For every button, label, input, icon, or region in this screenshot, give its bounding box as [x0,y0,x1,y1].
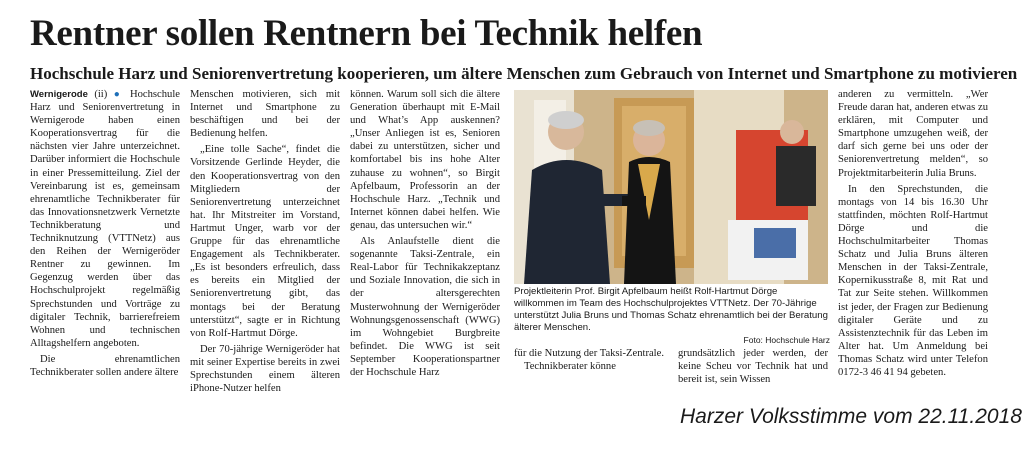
photo-caption [514,286,830,346]
paragraph: Technikberater könne [524,361,616,373]
paragraph: grundsätzlich jeder werden, der keine Scheu vor Technik hat und bereit ist, sein Wissen [678,348,828,386]
paragraph: „Eine tolle Sache“, findet die Vorsitzende Gerlinde Heyder, die den Kooperationsvertrag von den Mitgliedern der Seniorenvertretung unterzeichnet hat. Ihr Mitstreiter im Vorstand, Hartmut Unger, warb vor der Gruppe für das ehrenamtliche Engagement als Technikberater. „Es ist besonders erfreulich, dass es bereits ein Mitglied der Seniorenvertretung gibt, das montags bei der Beratung unterstützt“, sagte er in Richtung von Rolf-Hartmut Dörge. [190,144,340,339]
article-column-4 [514,347,664,373]
paragraph: anderen zu vermitteln. „Wer Freude daran hat, anderen etwas zu erklären, mit Computer und Smartphone umzugehen weiß, der darf sich gerne bei uns oder der Seniorenvertretung melden“, so Projektmitarbeiterin Julia Bruns. [838,89,988,179]
paragraph: können. Warum soll sich die ältere Generation überhaupt mit E-Mail und What’s App auskennen? „Unser Anliegen ist es, Senioren dabei zu unterstützen, sicher und komfortabel bis ins hohe Alter zuhause zu wohnen“, so Birgit Apfelbaum, Professorin an der Hochschule Harz. „Technik und Internet können dabei helfen. Wie genau, das untersuchen wir.“ [350,89,500,231]
paragraph: Als Anlaufstelle dient die sogenannte Taksi-Zentrale, ein Real-Labor für Technikakzeptanz und Soziale Innovation, die sich in der altersgerechten Musterwohnung der Wernigeröder Wohnungsgenossenschaft (WWG) im Wohngebiet Burgbreite befindet. Die WWG ist seit September Kooperationspartner der Hochschule Harz [350,236,500,378]
article-photo [514,90,828,284]
article-column-3 [350,88,500,378]
photo-credit: Foto: Hochschule Harz [743,335,830,345]
article-column-6 [838,88,988,398]
paragraph [30,88,180,350]
subheadline: Hochschule Harz und Seniorenvertretung kooperieren, um ältere Menschen zum Gebrauch von Internet und Smartphone zu motivieren [30,64,1018,83]
paragraph: In den Sprechstunden, die montags von 14 bis 16.30 Uhr stattfinden, möchten Rolf-Hartmut Dörge und die Hochschulmitarbeiter Thomas Schatz und Julia Bruns älteren Menschen in der Taksi-Zentrale, Kopernikusstraße 8, mit Rat und Tat zur Seite stehen. Willkommen ist jeder, der Fragen zur Bedienung digitaler Geräte und zu Assistenztechnik für das Leben im Alter hat. Um Anmeldung bei Thomas Schatz wird unter Telefon 0172-3 46 41 94 gebeten. [838,183,988,378]
article-column-2 [190,88,340,395]
paragraph: Der 70-jährige Wernigeröder hat mit seiner Expertise bereits in zwei Sprechstunden einem älteren iPhone-Nutzer helfen [190,343,340,395]
caption-text: Projektleiterin Prof. Birgit Apfelbaum heißt Rolf-Hartmut Dörge willkommen im Team des Hochschulprojektes VTTNetz. Der 70-Jährige unterstützt Julia Bruns und Thomas Schatz ehrenamtlich bei der Beratung älterer Menschen. [514,286,828,333]
author-tag: (ii) [94,89,108,100]
headline: Rentner sollen Rentnern bei Technik helfen [30,13,703,54]
paragraph: Die ehrenamtlichen Technikberater sollen andere ältere [30,353,180,378]
source-signature: Harzer Volksstimme vom 22.11.2018 [680,405,1022,428]
paragraph-text: Hochschule Harz und Seniorenvertretung in Wernigerode haben einen Kooperationsvertrag für die nächsten vier Jahre unterzeichnet. Darüber informiert die Hochschule in einer Pressemitteilung. Ziel der Vereinbarung ist es, gemeinsam ehrenamtliche Technikberater für das Innovationsnetzwerk Vernetzte Technikberatung und Techniknutzung (VTTNetz) aus den Reihen der Wernigeröder Rentner zu gewinnen. Im Gegenzug werden über das Hochschulprojekt regelmäßig Sprechstunden und Vorträge zu digitaler Technik, barrierefreiem Wohnen und technischen Alltagshelfern angeboten. [30,89,180,349]
paragraph: für die Nutzung der Taksi-Zentrale. [514,348,664,359]
article-column-1 [30,88,180,388]
photo-illustration [514,90,828,284]
article-column-5 [678,347,828,386]
paragraph: Menschen motivieren, sich mit Internet und Smartphone zu beschäftigen und bei der Bedienung helfen. [190,89,340,140]
dateline: Wernigerode [30,89,88,100]
bullet-dot-icon: ● [113,89,124,100]
